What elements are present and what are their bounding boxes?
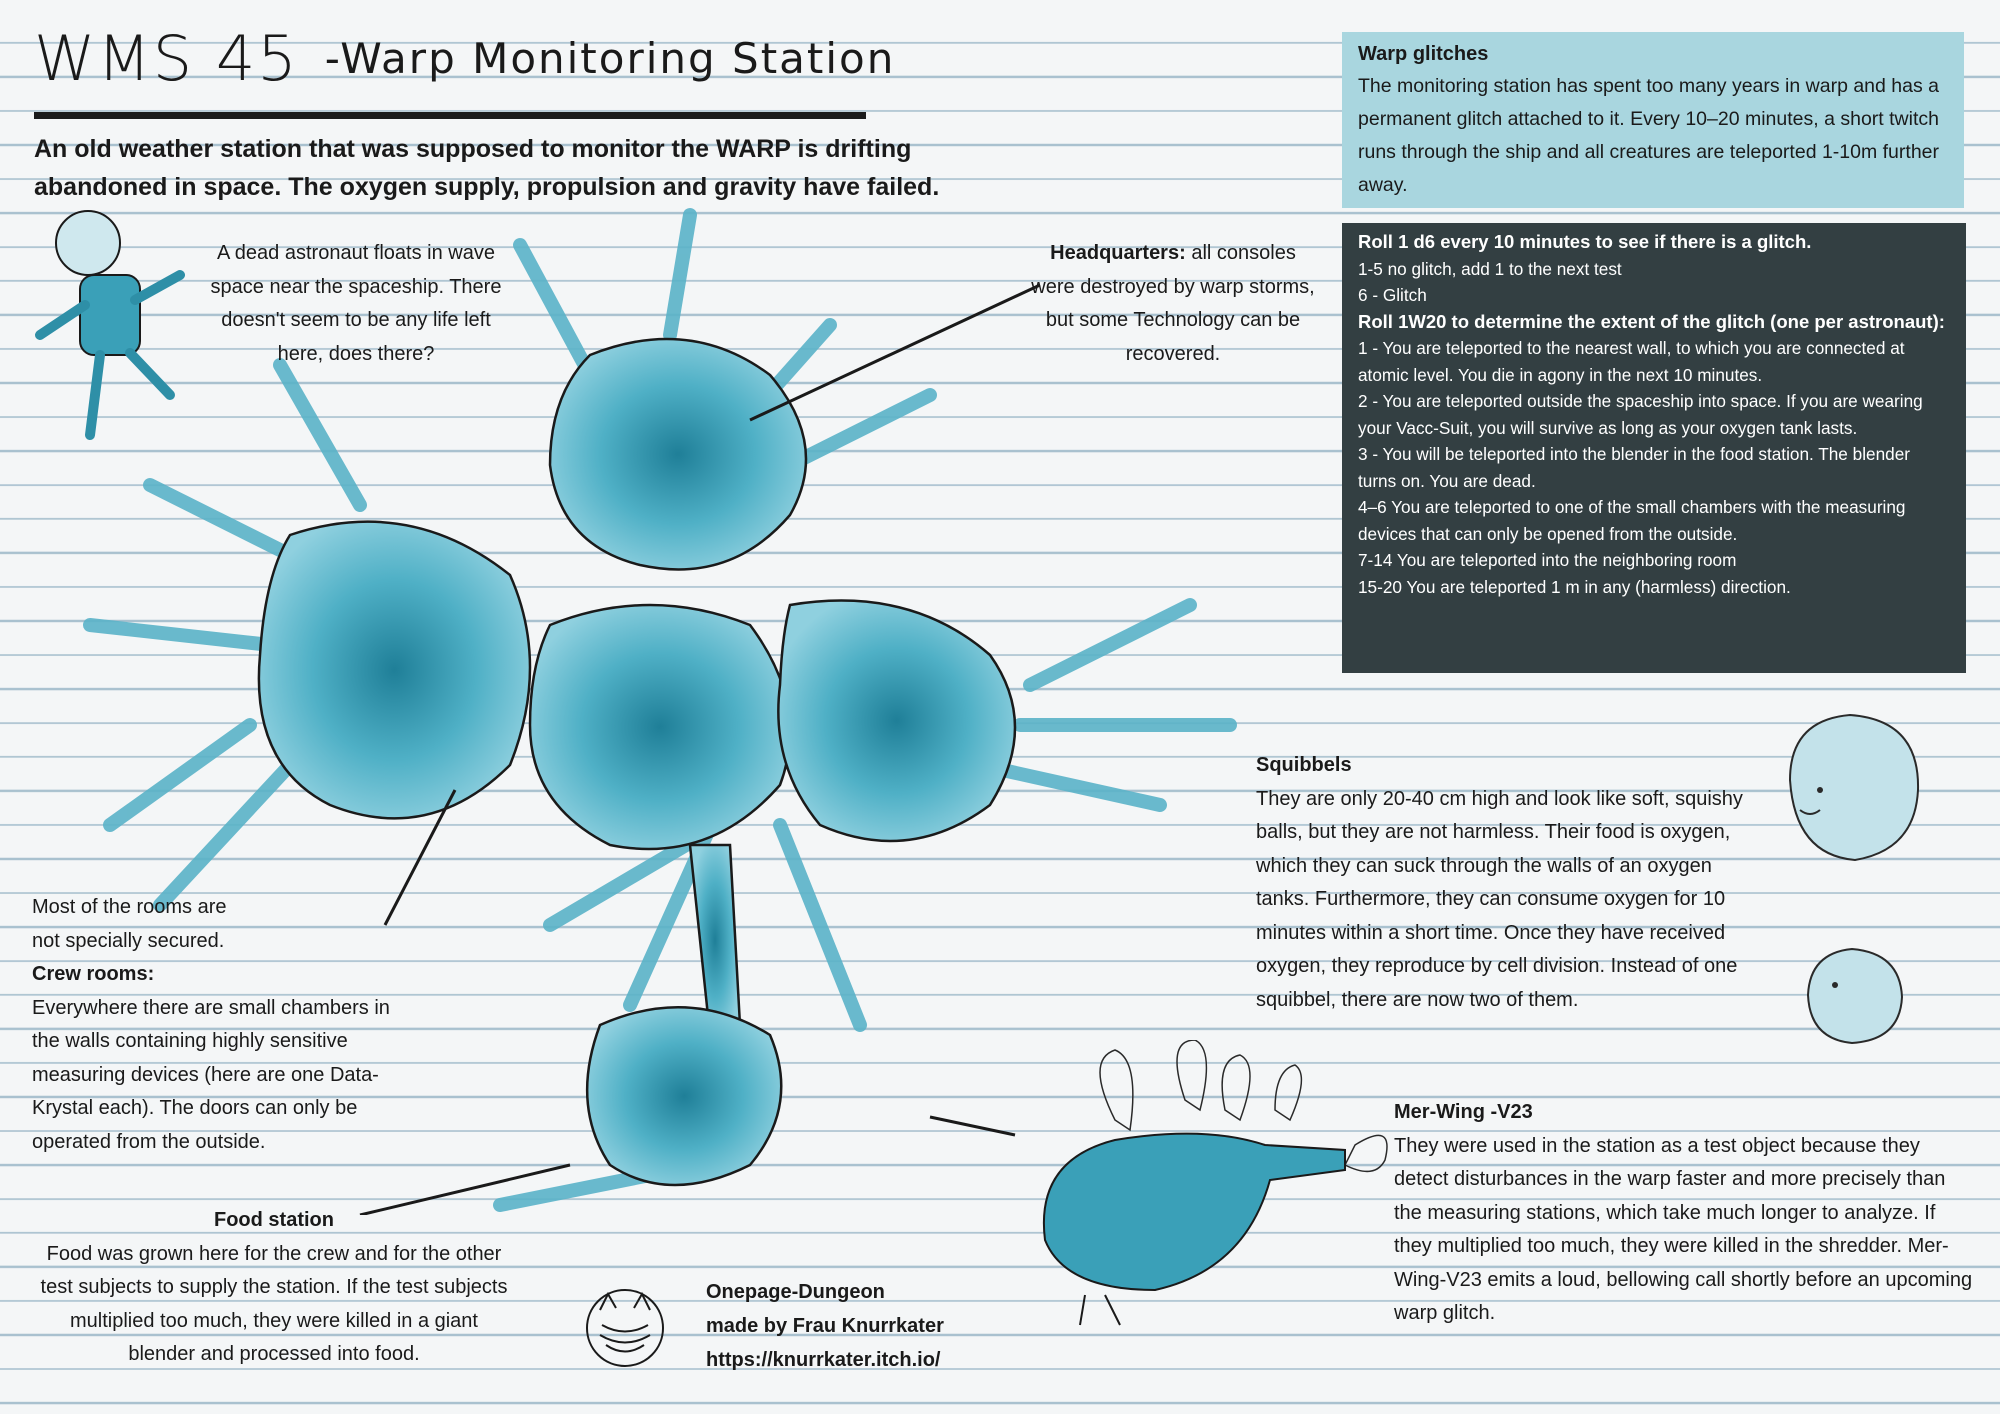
- astronaut-helmet: [56, 211, 120, 275]
- cat-logo-icon: [580, 1280, 670, 1375]
- squibbel-small-illustration: [1790, 935, 1915, 1055]
- squibbels-text: They are only 20-40 cm high and look like soft, squishy balls, but they are not harmless. Their food is oxygen, which they can suck through the walls of an oxygen tanks. Furthermore, they can consume oxygen for 10 minutes within a short time. Once they have received oxygen, they reproduce by cell division. Instead of one squibbel, there are now two of them.: [1256, 787, 1743, 1011]
- astronaut-note: A dead astronaut floats in wave space near the spaceship. There doesn't seem to be any life left here, does there?: [210, 242, 502, 365]
- mer-wing-illustration: [1025, 1040, 1395, 1330]
- squibbel-illustration: [1770, 700, 1930, 870]
- roll-result: 15-20 You are teleported 1 m in any (harmless) direction.: [1358, 576, 1791, 597]
- headquarters-note: [1028, 237, 1318, 371]
- roll-no-glitch: 1-5 no glitch, add 1 to the next test: [1358, 258, 1622, 279]
- roll-result: 1 - You are teleported to the nearest wall, to which you are connected at atomic level. You die in agony in the next 10 minutes.: [1358, 338, 1905, 385]
- roll-table-panel: [1342, 223, 1966, 673]
- squibbels-title: Squibbels: [1256, 754, 1352, 776]
- rooms-note-line2: not specially secured.: [32, 929, 225, 952]
- dead-astronaut-illustration: [30, 205, 210, 450]
- roll-result: 3 - You will be teleported into the blender in the food station. The blender turns on. You are dead.: [1358, 444, 1910, 491]
- roll-heading-w20: Roll 1W20 to determine the extent of the glitch (one per astronaut):: [1358, 310, 1945, 332]
- station-code: WMS 45: [34, 22, 299, 95]
- roll-result: 4–6 You are teleported to one of the small chambers with the measuring devices that can only be opened from the outside.: [1358, 497, 1906, 544]
- warp-glitches-panel: [1342, 32, 1964, 208]
- roll-result: 2 - You are teleported outside the spaceship into space. If you are wearing your Vacc-Suit, you will survive as long as your oxygen tank lasts.: [1358, 391, 1923, 438]
- crew-rooms: [259, 522, 530, 819]
- east-wing: [778, 601, 1015, 841]
- page-title: [34, 22, 914, 102]
- food-station-text: Food was grown here for the crew and for the other test subjects to supply the station. If the test subjects multiplied too much, they were killed in a giant blender and processed into food.: [40, 1242, 508, 1365]
- astronaut-body: [80, 275, 140, 355]
- credits-link[interactable]: https://knurrkater.itch.io/: [706, 1349, 941, 1371]
- crew-rooms-title: Crew rooms:: [32, 963, 155, 985]
- crew-rooms-text: Everywhere there are small chambers in the walls containing highly sensitive measuring devices (here are one Data-Krystal each). The doors can only be operated from the outside.: [32, 996, 390, 1153]
- squibbels-note: [1256, 749, 1756, 1017]
- warp-glitches-text: The monitoring station has spent too many years in warp and has a permanent glitch attached to it. Every 10–20 minutes, a short twitch runs through the ship and all creatures are teleported 1-10m further away.: [1358, 75, 1940, 196]
- food-station-title: Food station: [214, 1209, 334, 1231]
- credits-author: made by Frau Knurrkater: [706, 1315, 944, 1337]
- rooms-note-line1: Most of the rooms are: [32, 896, 227, 918]
- headquarters-title: Headquarters:: [1050, 242, 1186, 264]
- merwing-title: Mer-Wing -V23: [1394, 1101, 1533, 1123]
- headquarters-text: all consoles were destroyed by warp storms, but some Technology can be recovered.: [1031, 242, 1315, 365]
- roll-heading-d6: Roll 1 d6 every 10 minutes to see if there is a glitch.: [1358, 231, 1812, 252]
- merwing-note: [1394, 1096, 1974, 1331]
- corridor: [690, 845, 740, 1035]
- title-underline: [34, 112, 866, 119]
- intro-text: An old weather station that was supposed to monitor the WARP is drifting abandoned in space. The oxygen supply, propulsion and gravity have failed.: [34, 135, 940, 201]
- hq-room: [550, 339, 806, 569]
- roll-result: 7-14 You are teleported into the neighboring room: [1358, 550, 1737, 570]
- rooms-note: [32, 891, 412, 1159]
- food-station-room: [587, 1007, 781, 1185]
- credits: [706, 1275, 1026, 1377]
- roll-glitch: 6 - Glitch: [1358, 285, 1427, 305]
- credits-title: Onepage-Dungeon: [706, 1281, 885, 1303]
- warp-glitches-title: Warp glitches: [1358, 43, 1489, 65]
- food-station-note: [36, 1204, 512, 1372]
- central-hub: [530, 605, 790, 849]
- station-subtitle: -Warp Monitoring Station: [324, 34, 896, 83]
- merwing-text: They were used in the station as a test object because they detect disturbances in the warp faster and more precisely than the measuring stations, which take much longer to analyze. If they multiplied too much, they were killed in the shredder. Mer-Wing-V23 emits a loud, bellowing call shortly before an upcoming warp glitch.: [1394, 1134, 1973, 1324]
